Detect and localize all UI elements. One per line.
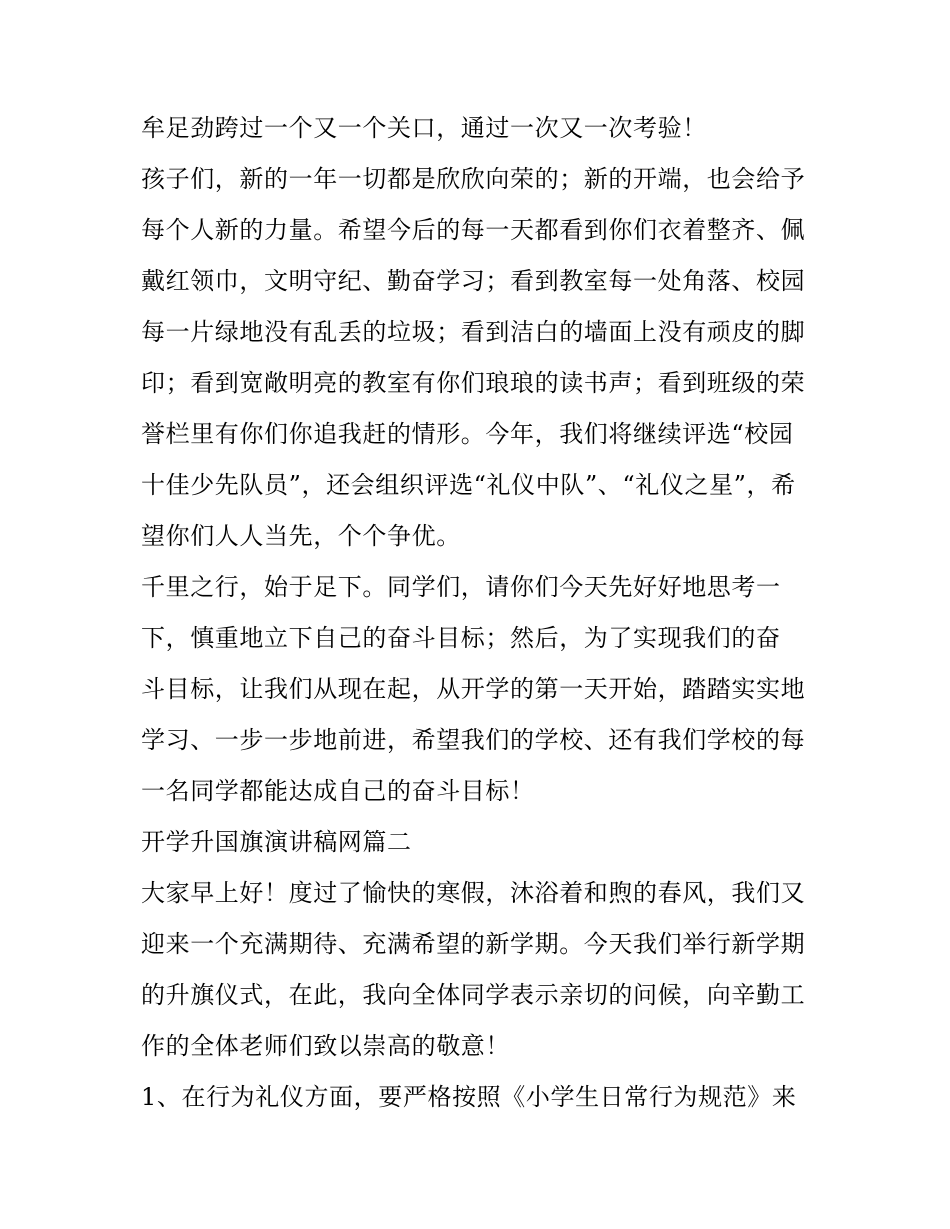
text-line-5: 每一片绿地没有乱丢的垃圾；看到洁白的墙面上没有顽皮的脚 <box>141 318 806 346</box>
text-line-19: 作的全体老师们致以崇高的敬意！ <box>141 1032 510 1060</box>
document-body <box>141 103 821 1123</box>
section-heading: 开学升国旗演讲稿网篇二 <box>141 828 412 856</box>
text-line-20: 1、在行为礼仪方面，要严格按照《小学生日常行为规范》来 <box>141 1083 797 1111</box>
text-line-7: 誉栏里有你们你追我赶的情形。今年，我们将继续评选“校园 <box>141 420 794 448</box>
text-line-2: 孩子们，新的一年一切都是欣欣向荣的；新的开端，也会给予 <box>141 165 806 193</box>
text-line-4: 戴红领巾，文明守纪、勤奋学习；看到教室每一处角落、校园 <box>141 267 806 295</box>
text-line-3: 每个人新的力量。希望今后的每一天都看到你们衣着整齐、佩 <box>141 216 806 244</box>
text-line-16: 大家早上好！度过了愉快的寒假，沐浴着和煦的春风，我们又 <box>141 879 806 907</box>
text-line-1: 牟足劲跨过一个又一个关口，通过一次又一次考验！ <box>141 114 707 142</box>
text-line-6: 印；看到宽敞明亮的教室有你们琅琅的读书声；看到班级的荣 <box>141 369 806 397</box>
text-line-13: 学习、一步一步地前进，希望我们的学校、还有我们学校的每 <box>141 726 806 754</box>
text-line-8: 十佳少先队员”，还会组织评选“礼仪中队”、“礼仪之星”，希 <box>141 471 796 499</box>
text-line-14: 一名同学都能达成自己的奋斗目标！ <box>141 777 535 805</box>
text-line-18: 的升旗仪式，在此，我向全体同学表示亲切的问候，向辛勤工 <box>141 981 806 1009</box>
text-line-12: 斗目标，让我们从现在起，从开学的第一天开始，踏踏实实地 <box>141 675 806 703</box>
text-line-9: 望你们人人当先，个个争优。 <box>141 522 461 550</box>
text-line-17: 迎来一个充满期待、充满希望的新学期。今天我们举行新学期 <box>141 930 806 958</box>
text-line-10: 千里之行，始于足下。同学们，请你们今天先好好地思考一 <box>141 573 781 601</box>
text-line-11: 下，慎重地立下自己的奋斗目标；然后，为了实现我们的奋 <box>141 624 781 652</box>
